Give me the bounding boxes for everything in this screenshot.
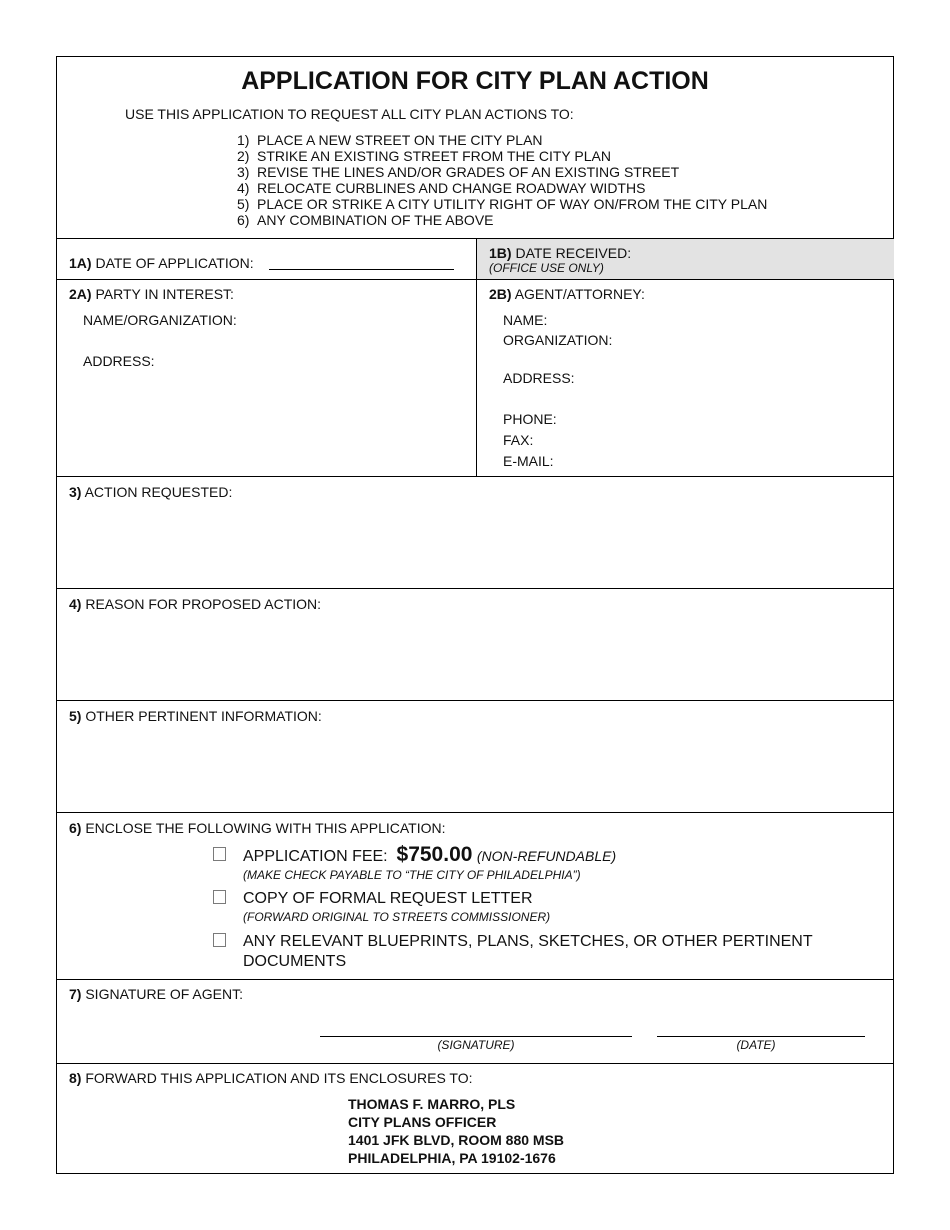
other-info-label: 5) OTHER PERTINENT INFORMATION: [69, 708, 322, 724]
office-use-note: (OFFICE USE ONLY) [489, 261, 604, 275]
city-plan-application-form [56, 56, 894, 1174]
recipient-title: CITY PLANS OFFICER [348, 1114, 497, 1130]
blueprints-label-line1: ANY RELEVANT BLUEPRINTS, PLANS, SKETCHES, OR OTHER PERTINENT [243, 933, 813, 950]
application-fee-subnote: (MAKE CHECK PAYABLE TO “THE CITY OF PHILADELPHIA”) [243, 868, 581, 882]
recipient-street: 1401 JFK BLVD, ROOM 880 MSB [348, 1132, 565, 1148]
blueprints-label-line2: DOCUMENTS [243, 953, 347, 970]
signature-field[interactable] [320, 1036, 632, 1037]
agent-fax-label: FAX: [503, 432, 534, 448]
reason-label: 4) REASON FOR PROPOSED ACTION: [69, 596, 322, 612]
recipient-name: THOMAS F. MARRO, PLS [348, 1096, 516, 1112]
application-fee-checkbox[interactable] [213, 847, 226, 861]
divider [57, 700, 893, 701]
form-title: APPLICATION FOR CITY PLAN ACTION [241, 67, 709, 95]
agent-phone-label: PHONE: [503, 411, 557, 427]
party-in-interest-label: 2A) PARTY IN INTEREST: [69, 286, 234, 302]
request-letter-checkbox[interactable] [213, 890, 226, 904]
recipient-city: PHILADELPHIA, PA 19102-1676 [348, 1150, 556, 1166]
action-list-item: 2) STRIKE AN EXISTING STREET FROM THE CITY PLAN [237, 148, 611, 164]
action-list-item: 5) PLACE OR STRIKE A CITY UTILITY RIGHT OF WAY ON/FROM THE CITY PLAN [237, 196, 768, 212]
column-divider [476, 238, 477, 476]
agent-name-label: NAME: [503, 312, 548, 328]
date-received-label: 1B) DATE RECEIVED: [489, 245, 632, 261]
signature-of-agent-label: 7) SIGNATURE OF AGENT: [69, 986, 243, 1002]
signature-caption: (SIGNATURE) [437, 1038, 515, 1052]
request-letter-subnote: (FORWARD ORIGINAL TO STREETS COMMISSIONER) [243, 910, 551, 924]
party-name-label: NAME/ORGANIZATION: [83, 312, 237, 328]
date-of-application-field[interactable] [269, 269, 454, 270]
action-list-item: 6) ANY COMBINATION OF THE ABOVE [237, 212, 494, 228]
action-list-item: 4) RELOCATE CURBLINES AND CHANGE ROADWAY WIDTHS [237, 180, 646, 196]
divider [57, 979, 893, 980]
blueprints-checkbox[interactable] [213, 933, 226, 947]
divider [57, 588, 893, 589]
agent-email-label: E-MAIL: [503, 453, 554, 469]
signature-date-field[interactable] [657, 1036, 865, 1037]
divider [57, 476, 893, 477]
date-of-application-label: 1A) DATE OF APPLICATION: [69, 255, 254, 271]
action-requested-label: 3) ACTION REQUESTED: [69, 484, 233, 500]
divider [57, 279, 893, 280]
enclosures-label: 6) ENCLOSE THE FOLLOWING WITH THIS APPLICATION: [69, 820, 446, 836]
agent-organization-label: ORGANIZATION: [503, 332, 613, 348]
party-address-label: ADDRESS: [83, 353, 155, 369]
divider [57, 812, 893, 813]
date-caption: (DATE) [736, 1038, 776, 1052]
application-fee-line: APPLICATION FEE: $750.00 (NON-REFUNDABLE) [243, 843, 617, 866]
forward-to-label: 8) FORWARD THIS APPLICATION AND ITS ENCLOSURES TO: [69, 1070, 473, 1086]
intro-text: USE THIS APPLICATION TO REQUEST ALL CITY PLAN ACTIONS TO: [125, 106, 574, 122]
agent-attorney-label: 2B) AGENT/ATTORNEY: [489, 286, 645, 302]
request-letter-label: COPY OF FORMAL REQUEST LETTER [243, 890, 533, 907]
divider [57, 1063, 893, 1064]
agent-address-label: ADDRESS: [503, 370, 575, 386]
action-list-item: 3) REVISE THE LINES AND/OR GRADES OF AN EXISTING STREET [237, 164, 680, 180]
action-list-item: 1) PLACE A NEW STREET ON THE CITY PLAN [237, 132, 543, 148]
